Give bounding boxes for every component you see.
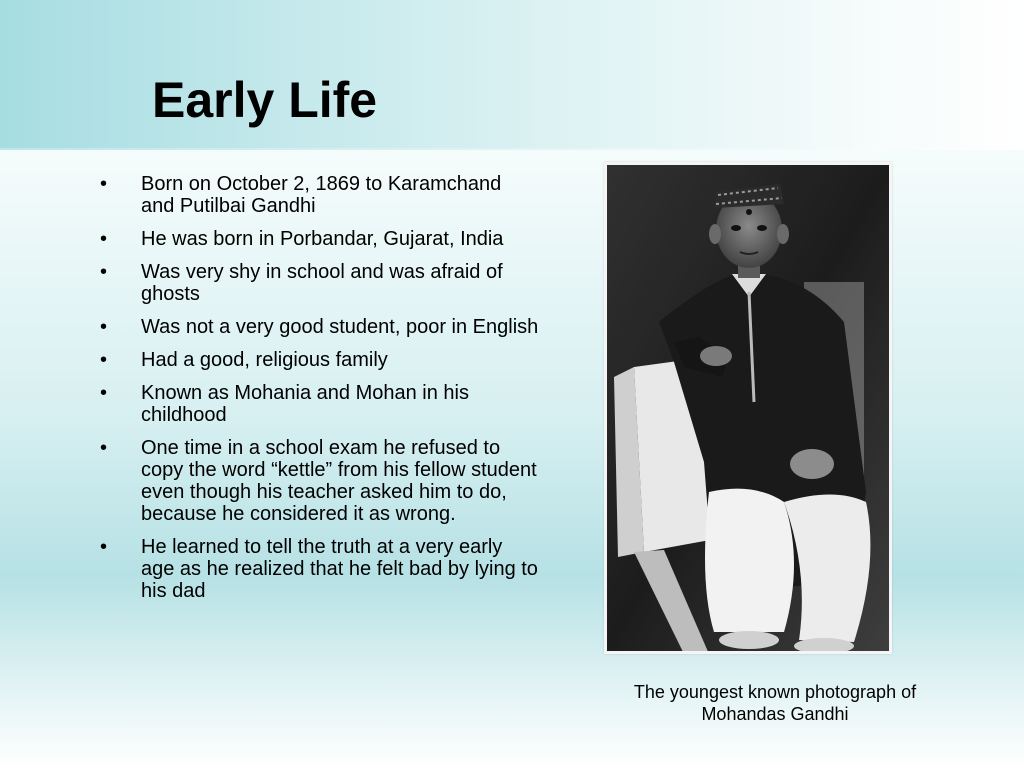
bullet-list bbox=[100, 173, 540, 613]
bullet-text: One time in a school exam he refused to copy the word “kettle” from his fellow student even though his teacher asked him to do, because he considered it as wrong. bbox=[141, 437, 537, 525]
bullet-item bbox=[100, 437, 540, 525]
photo-caption: The youngest known photograph of Mohandas Gandhi bbox=[633, 682, 917, 724]
bullet-dot-icon: • bbox=[100, 437, 108, 459]
bullet-text: He learned to tell the truth at a very early age as he realized that he felt bad by lying to his dad bbox=[141, 536, 538, 602]
portrait-photo bbox=[604, 162, 892, 654]
slide-title: Early Life bbox=[152, 72, 378, 128]
bullet-item bbox=[100, 261, 540, 305]
bullet-dot-icon: • bbox=[100, 173, 108, 195]
bullet-dot-icon: • bbox=[100, 536, 108, 558]
bullet-text: Was very shy in school and was afraid of ghosts bbox=[141, 261, 503, 305]
bullet-dot-icon: • bbox=[100, 261, 108, 283]
bullet-item bbox=[100, 349, 540, 371]
bullet-dot-icon: • bbox=[100, 228, 108, 250]
bullet-item bbox=[100, 173, 540, 217]
bullet-item bbox=[100, 228, 540, 250]
bullet-dot-icon: • bbox=[100, 382, 108, 404]
bullet-text: Had a good, religious family bbox=[141, 349, 388, 371]
portrait-photo-icon bbox=[604, 162, 892, 654]
bullet-text: Known as Mohania and Mohan in his childhood bbox=[141, 382, 469, 426]
bullet-text: Was not a very good student, poor in English bbox=[141, 316, 539, 338]
bullet-dot-icon: • bbox=[100, 316, 108, 338]
bullet-text: Born on October 2, 1869 to Karamchand and Putilbai Gandhi bbox=[141, 173, 502, 217]
bullet-item bbox=[100, 382, 540, 426]
bullet-item bbox=[100, 316, 540, 338]
bullet-dot-icon: • bbox=[100, 349, 108, 371]
bullet-item bbox=[100, 536, 540, 602]
bullet-text: He was born in Porbandar, Gujarat, India bbox=[141, 228, 504, 250]
